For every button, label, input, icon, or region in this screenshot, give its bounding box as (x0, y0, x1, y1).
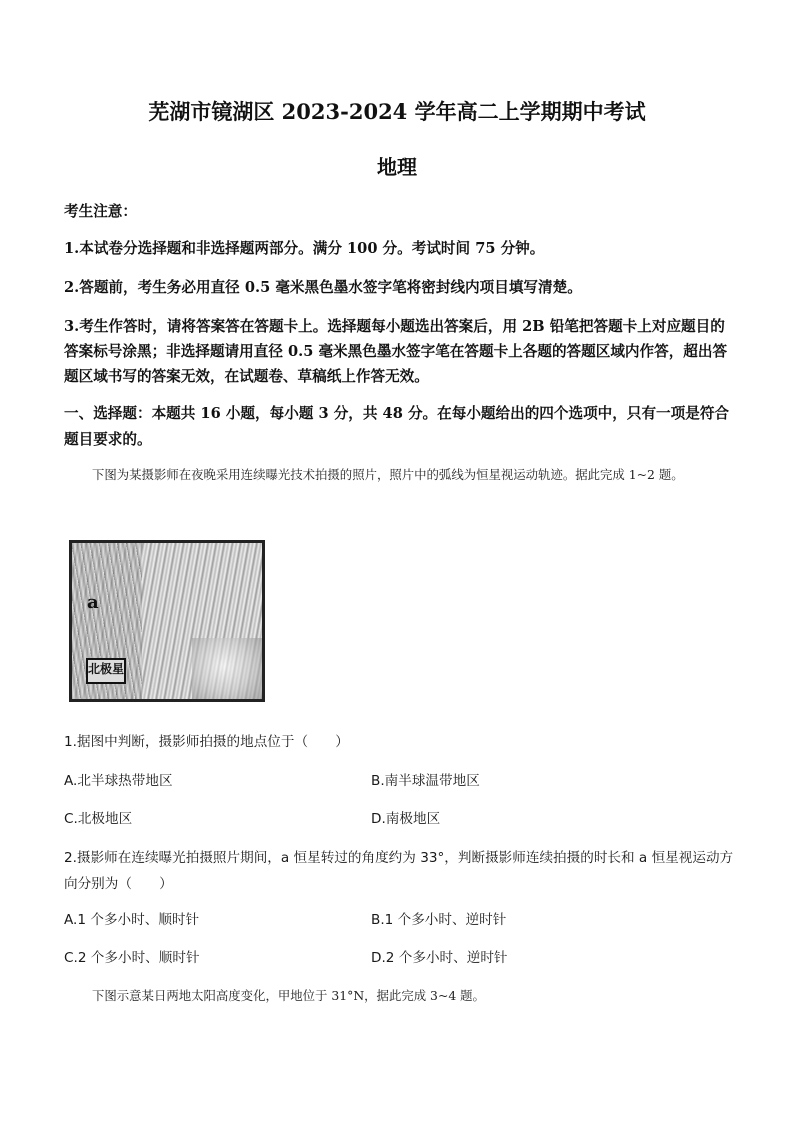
q2-option-c: C.2 个多小时、顺时针 (64, 950, 200, 966)
star-trail-photo (69, 540, 265, 702)
q1-option-b: B.南半球温带地区 (371, 773, 480, 789)
subject-title: 地理 (377, 155, 417, 179)
passage-2: 下图示意某日两地太阳高度变化，甲地位于 31°N，据此完成 3~4 题。 (92, 988, 485, 1003)
q1-option-c: C.北极地区 (64, 811, 133, 827)
q2-option-b: B.1 个多小时、逆时针 (371, 912, 507, 928)
passage-1: 下图为某摄影师在夜晚采用连续曝光技术拍摄的照片，照片中的弧线为恒星视运动轨迹。据此完成 1~2 题。 (92, 467, 684, 482)
notice-item-1: 1.本试卷分选择题和非选择题两部分。满分 100 分。考试时间 75 分钟。 (64, 240, 545, 257)
notice-item-2: 2.答题前，考生务必用直径 0.5 毫米黑色墨水签字笔将密封线内项目填写清楚。 (64, 279, 582, 296)
q2-option-d: D.2 个多小时、逆时针 (371, 950, 508, 966)
question-2-stem: 2.摄影师在连续曝光拍摄照片期间，a 恒星转过的角度约为 33°，判断摄影师连续拍摄的时长和 a 恒星视运动方向分别为（ ） (64, 850, 734, 892)
question-1-stem: 1.据图中判断，摄影师拍摄的地点位于（ ） (64, 734, 349, 750)
notice-item-3: 3.考生作答时，请将答案答在答题卡上。选择题每小题选出答案后，用 2B 铅笔把答题卡上对应题目的答案标号涂黑；非选择题请用直径 0.5 毫米黑色墨水签字笔在答题卡上各题的答题区域内作答，超出答题区域书写的答案无效，在试题卷、草稿纸上作答无效。 (64, 318, 728, 385)
photo-marker: 北极星 (86, 658, 126, 684)
q1-option-a: A.北半球热带地区 (64, 773, 173, 789)
star-a-label: a (87, 592, 99, 613)
q2-option-a: A.1 个多小时、顺时针 (64, 912, 200, 928)
section-heading: 一、选择题：本题共 16 小题，每小题 3 分，共 48 分。在每小题给出的四个选项中，只有一项是符合题目要求的。 (64, 405, 730, 448)
exam-title: 芜湖市镜湖区 2023-2024 学年高二上学期期中考试 (148, 99, 646, 124)
notice-heading: 考生注意： (64, 203, 137, 220)
q1-option-d: D.南极地区 (371, 811, 441, 827)
